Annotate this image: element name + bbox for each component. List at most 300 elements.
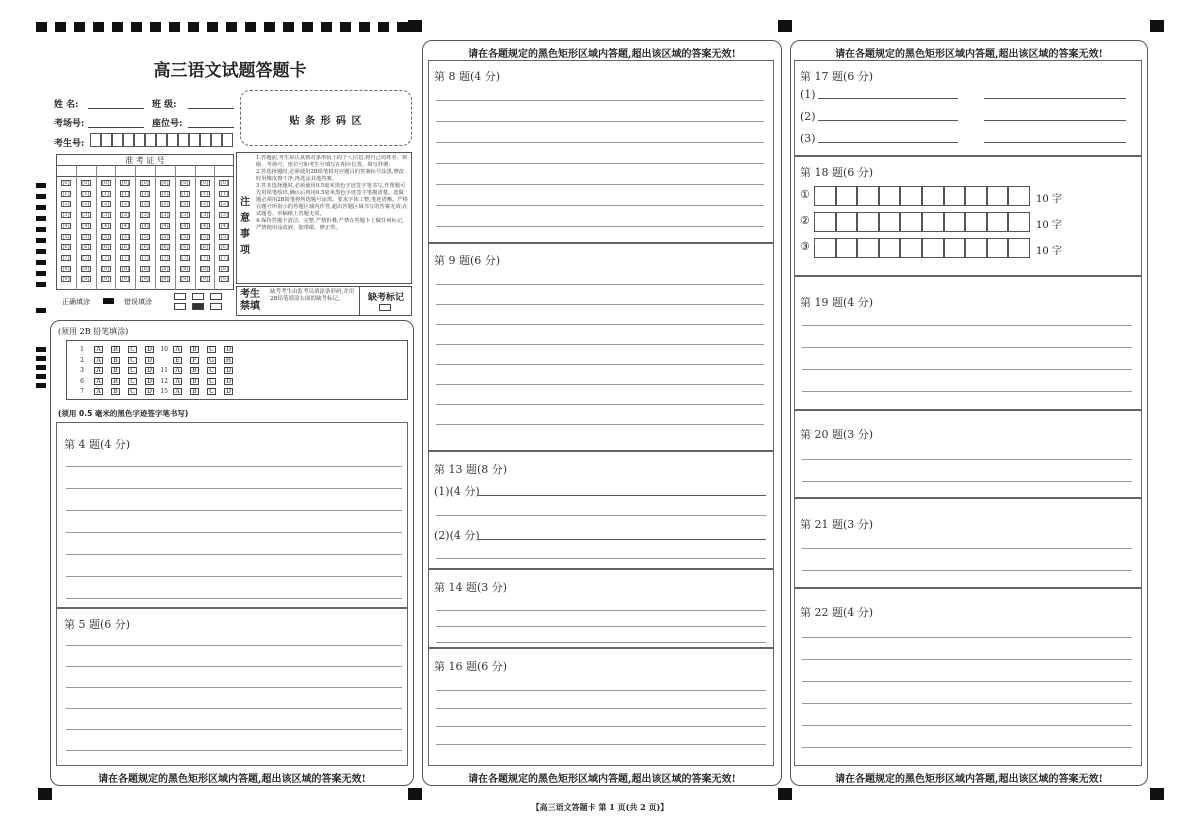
mc-question-number: 1 <box>80 346 84 353</box>
digit-bubble[interactable]: [2] <box>121 201 129 208</box>
mc-option[interactable]: G <box>207 357 216 364</box>
digit-bubble[interactable]: [1] <box>181 190 189 197</box>
question-9-box[interactable] <box>428 243 774 451</box>
question-14-title: 第 14 题(3 分) <box>434 581 508 594</box>
digit-bubble[interactable]: [0] <box>121 180 129 186</box>
answer-line <box>802 481 1132 482</box>
answer-line <box>436 344 764 345</box>
question-19-title: 第 19 题(4 分) <box>800 296 874 309</box>
q18-char-cell[interactable] <box>836 186 858 206</box>
digit-bubble[interactable]: [3] <box>161 212 169 219</box>
digit-bubble[interactable]: [5] <box>161 233 169 240</box>
answer-line <box>802 391 1132 392</box>
digit-bubble[interactable]: [0] <box>201 180 209 186</box>
answer-line <box>66 708 402 709</box>
question-8-box[interactable] <box>428 60 774 243</box>
answer-line <box>66 576 402 577</box>
digit-bubble[interactable]: [5] <box>201 233 209 240</box>
answer-line <box>436 121 764 122</box>
digit-bubble[interactable]: [4] <box>62 222 70 229</box>
mc-option[interactable]: B <box>190 346 199 353</box>
question-4-title: 第 4 题(4 分) <box>64 438 131 451</box>
answer-line <box>436 626 766 627</box>
exam-no-box[interactable] <box>134 133 145 147</box>
digit-bubble[interactable]: [3] <box>220 212 228 219</box>
q18-char-cell[interactable] <box>965 212 987 232</box>
question-20-box[interactable] <box>794 410 1142 498</box>
digit-bubble[interactable]: [8] <box>201 265 209 272</box>
mc-option[interactable]: C <box>128 357 137 364</box>
mc-option[interactable]: E <box>173 357 182 364</box>
answer-line <box>436 690 766 691</box>
divider <box>195 165 196 290</box>
answer-line <box>984 142 1126 143</box>
digit-bubble[interactable]: [2] <box>102 201 110 208</box>
mc-option[interactable]: A <box>173 388 182 395</box>
mc-option[interactable]: B <box>111 346 120 353</box>
digit-bubble[interactable]: [9] <box>220 276 228 283</box>
q18-char-cell[interactable] <box>836 238 858 258</box>
mc-option[interactable]: C <box>207 367 216 374</box>
seat-field[interactable] <box>188 127 234 128</box>
corner-mark <box>778 788 792 800</box>
mc-option[interactable]: C <box>128 388 137 395</box>
digit-bubble[interactable]: [2] <box>220 201 228 208</box>
digit-bubble[interactable]: [0] <box>141 180 149 186</box>
digit-bubble[interactable]: [6] <box>121 244 129 251</box>
digit-bubble[interactable]: [6] <box>102 244 110 251</box>
answer-line <box>436 324 764 325</box>
digit-bubble[interactable]: [3] <box>102 212 110 219</box>
mc-option[interactable]: A <box>94 378 103 385</box>
answer-line <box>802 459 1132 460</box>
exam-no-box[interactable] <box>112 133 123 147</box>
notes-label-char: 意 <box>240 213 250 224</box>
answer-line <box>436 364 764 365</box>
exam-no-label: 考生号: <box>54 139 85 149</box>
mc-question-number: 11 <box>160 367 168 374</box>
answer-line <box>66 532 402 533</box>
room-label: 考场号: <box>54 119 85 129</box>
q18-char-cell[interactable] <box>879 186 901 206</box>
q18-char-cell[interactable] <box>857 238 879 258</box>
timing-mark <box>36 271 46 276</box>
mc-option[interactable]: D <box>145 357 154 364</box>
mc-question-number: 2 <box>80 356 84 364</box>
digit-bubble[interactable]: [8] <box>181 265 189 272</box>
answer-line <box>818 120 958 121</box>
digit-bubble[interactable]: [2] <box>181 201 189 208</box>
timing-mark <box>36 282 46 287</box>
q18-char-cell[interactable] <box>965 186 987 206</box>
mc-option[interactable]: D <box>145 388 154 395</box>
digit-bubble[interactable]: [6] <box>220 244 228 251</box>
digit-bubble[interactable]: [7] <box>161 254 169 261</box>
forbidden-text: 缺考考生由监考员填涂条形码,并用2B铅笔填涂右面的缺考标记。 <box>270 289 355 302</box>
question-13-title: 第 13 题(8 分) <box>434 463 508 476</box>
mc-option[interactable]: A <box>173 378 182 385</box>
answer-line <box>818 98 958 99</box>
divider <box>56 176 234 177</box>
timing-mark <box>36 205 46 210</box>
digit-bubble[interactable]: [4] <box>102 222 110 229</box>
digit-bubble[interactable]: [3] <box>62 212 70 219</box>
divider <box>135 165 136 290</box>
answer-line <box>478 495 766 496</box>
q18-char-cell[interactable] <box>857 186 879 206</box>
digit-bubble[interactable]: [3] <box>181 212 189 219</box>
answer-line <box>66 645 402 646</box>
mc-option[interactable]: F <box>190 357 199 364</box>
mc-option[interactable]: B <box>190 388 199 395</box>
digit-bubble[interactable]: [5] <box>220 233 228 240</box>
q18-char-cell[interactable] <box>814 238 836 258</box>
admission-header: 准 考 证 号 <box>125 156 165 165</box>
answer-line <box>802 681 1132 682</box>
notice-bottom-1: 请在各题规定的黑色矩形区域内答题,超出该区域的答案无效! <box>98 774 366 785</box>
fill-correct-sample <box>103 298 114 304</box>
mc-option[interactable]: C <box>207 378 216 385</box>
digit-bubble[interactable]: [2] <box>141 201 149 208</box>
answer-line <box>66 729 402 730</box>
digit-bubble[interactable]: [3] <box>141 212 149 219</box>
answer-line <box>802 637 1132 638</box>
digit-bubble[interactable]: [8] <box>62 265 70 272</box>
timing-mark <box>36 347 46 352</box>
question-21-box[interactable] <box>794 498 1142 588</box>
digit-bubble[interactable]: [1] <box>161 190 169 197</box>
digit-bubble[interactable]: [8] <box>102 265 110 272</box>
digit-bubble[interactable]: [0] <box>181 180 189 186</box>
corner-mark <box>1150 788 1164 800</box>
timing-mark <box>36 216 46 221</box>
page-title: 高三语文试题答题卡 <box>153 61 307 81</box>
exam-no-box[interactable] <box>189 133 200 147</box>
mc-option[interactable]: C <box>207 388 216 395</box>
question-5-title: 第 5 题(6 分) <box>64 618 131 631</box>
q18-row-suffix: 10 字 <box>1036 246 1062 257</box>
digit-bubble[interactable]: [8] <box>161 265 169 272</box>
mc-option[interactable]: B <box>190 378 199 385</box>
digit-bubble[interactable]: [1] <box>102 190 110 197</box>
exam-no-box[interactable] <box>167 133 178 147</box>
answer-line <box>436 726 766 727</box>
digit-bubble[interactable]: [9] <box>161 276 169 283</box>
digit-bubble[interactable]: [5] <box>121 233 129 240</box>
mc-option[interactable]: D <box>145 378 154 385</box>
notice-top-2: 请在各题规定的黑色矩形区域内答题,超出该区域的答案无效! <box>468 49 736 60</box>
digit-bubble[interactable]: [4] <box>161 222 169 229</box>
notes-text: 1.答题前,考生须认真核对条形码上的个人信息,将自己的姓名、班级、考场号、座位号和考生号填写在相应位置。填写样例: 2.答选择题时,必须使用2B铅笔将对应题目的答案标号涂黑,修改时用橡皮擦干净,再选涂其他答案。 3.答非选择题时,必须使用0.5毫米黑色字迹签字笔书写,作图题可先用铅笔绘出,确认后再用0.5毫米黑色字迹签字笔描清楚。选做题必须用2B铅笔将所选题号涂黑。要求字体工整,笔迹清晰。严格在题号所指示的答题区域内作答,超出答题区域书写的答案无效;在试题卷、草稿纸上答题无效。 4.保持答题卡清洁、完整,严禁折叠,严禁在答题卡上做任何标记,严禁使用涂改液、胶带纸、修正带。 <box>256 155 408 231</box>
digit-bubble[interactable]: [8] <box>141 265 149 272</box>
digit-bubble[interactable]: [4] <box>201 222 209 229</box>
digit-bubble[interactable]: [6] <box>82 244 90 251</box>
digit-bubble[interactable]: [1] <box>141 190 149 197</box>
answer-line <box>478 539 766 540</box>
digit-bubble[interactable]: [1] <box>121 190 129 197</box>
mc-option[interactable]: D <box>145 346 154 353</box>
mc-option[interactable]: A <box>94 367 103 374</box>
timing-mark <box>36 249 46 254</box>
fill-wrong-samples <box>172 291 230 313</box>
answer-line <box>984 98 1126 99</box>
question-18-title: 第 18 题(6 分) <box>800 166 874 179</box>
q18-row-suffix: 10 字 <box>1036 194 1062 205</box>
answer-line <box>66 466 402 467</box>
notes-label-char: 项 <box>240 245 250 256</box>
q18-char-cell[interactable] <box>814 186 836 206</box>
notice-bottom-3: 请在各题规定的黑色矩形区域内答题,超出该区域的答案无效! <box>835 774 1103 785</box>
answer-line <box>66 598 402 599</box>
q18-char-cell[interactable] <box>987 212 1009 232</box>
q18-char-cell[interactable] <box>900 212 922 232</box>
q18-char-cell[interactable] <box>987 186 1009 206</box>
q18-row-mark: ③ <box>800 240 810 253</box>
digit-bubble[interactable]: [8] <box>121 265 129 272</box>
digit-bubble[interactable]: [6] <box>181 244 189 251</box>
exam-no-box[interactable] <box>178 133 189 147</box>
question-17-part-3: (3) <box>800 132 816 145</box>
timing-mark <box>36 194 46 199</box>
q18-char-cell[interactable] <box>987 238 1009 258</box>
q18-char-cell[interactable] <box>879 238 901 258</box>
timing-mark <box>36 238 46 243</box>
q18-char-cell[interactable] <box>879 212 901 232</box>
notes-label-char: 注 <box>240 197 250 208</box>
digit-bubble[interactable]: [0] <box>220 180 228 186</box>
pencil-note: (须用 2B 铅笔填涂) <box>58 327 129 336</box>
answer-line <box>802 369 1132 370</box>
divider <box>96 165 97 290</box>
class-field[interactable] <box>188 108 234 109</box>
question-21-title: 第 21 题(3 分) <box>800 518 874 531</box>
digit-bubble[interactable]: [3] <box>82 212 90 219</box>
mc-option[interactable]: A <box>94 357 103 364</box>
answer-line <box>436 205 764 206</box>
mc-option[interactable]: A <box>173 346 182 353</box>
mc-option[interactable]: C <box>207 346 216 353</box>
digit-bubble[interactable]: [0] <box>62 180 70 186</box>
question-22-title: 第 22 题(4 分) <box>800 606 874 619</box>
digit-bubble[interactable]: [4] <box>220 222 228 229</box>
answer-line <box>436 384 764 385</box>
answer-line <box>436 515 766 516</box>
q18-char-cell[interactable] <box>900 238 922 258</box>
q18-char-cell[interactable] <box>1008 212 1030 232</box>
digit-bubble[interactable]: [5] <box>62 233 70 240</box>
q18-char-cell[interactable] <box>922 212 944 232</box>
answer-line <box>436 100 764 101</box>
exam-no-box[interactable] <box>222 133 233 147</box>
digit-bubble[interactable]: [7] <box>201 254 209 261</box>
q18-char-cell[interactable] <box>965 238 987 258</box>
digit-bubble[interactable]: [2] <box>82 201 90 208</box>
digit-bubble[interactable]: [7] <box>82 254 90 261</box>
mc-question-number: 12 <box>160 377 168 385</box>
answer-line <box>66 750 402 751</box>
corner-mark <box>408 788 422 800</box>
digit-bubble[interactable]: [7] <box>181 254 189 261</box>
q18-char-cell[interactable] <box>1008 186 1030 206</box>
exam-no-box[interactable] <box>211 133 222 147</box>
mc-option[interactable]: A <box>94 346 103 353</box>
answer-line <box>436 404 764 405</box>
q18-char-cell[interactable] <box>922 186 944 206</box>
mc-option[interactable]: D <box>145 367 154 374</box>
digit-bubble[interactable]: [4] <box>121 222 129 229</box>
digit-bubble[interactable]: [3] <box>121 212 129 219</box>
q18-char-cell[interactable] <box>944 186 966 206</box>
divider <box>214 165 215 290</box>
mc-option[interactable]: B <box>111 367 120 374</box>
mc-option[interactable]: B <box>111 388 120 395</box>
digit-bubble[interactable]: [7] <box>141 254 149 261</box>
digit-bubble[interactable]: [8] <box>82 265 90 272</box>
digit-bubble[interactable]: [9] <box>82 276 90 283</box>
digit-bubble[interactable]: [7] <box>102 254 110 261</box>
digit-bubble[interactable]: [6] <box>62 244 70 251</box>
q18-row-mark: ② <box>800 214 810 227</box>
digit-bubble[interactable]: [2] <box>161 201 169 208</box>
question-17-part-2: (2) <box>800 110 816 123</box>
digit-bubble[interactable]: [6] <box>141 244 149 251</box>
mc-option[interactable]: D <box>224 378 233 385</box>
q18-char-cell[interactable] <box>900 186 922 206</box>
answer-line <box>984 120 1126 121</box>
timing-mark <box>36 383 46 388</box>
page-footer: 【高三语文答题卡 第 1 页(共 2 页)】 <box>531 802 669 812</box>
q18-row-mark: ① <box>800 188 810 201</box>
corner-mark <box>38 788 52 800</box>
mc-option[interactable]: C <box>128 367 137 374</box>
answer-line <box>66 554 402 555</box>
timing-mark <box>36 365 46 370</box>
timing-mark <box>36 260 46 265</box>
top-timing-marks <box>36 22 416 32</box>
exam-no-box[interactable] <box>90 133 101 147</box>
digit-bubble[interactable]: [0] <box>82 180 90 186</box>
digit-bubble[interactable]: [5] <box>82 233 90 240</box>
mc-option[interactable]: A <box>173 367 182 374</box>
digit-bubble[interactable]: [9] <box>121 276 129 283</box>
mc-option[interactable]: H <box>225 356 232 364</box>
answer-line <box>802 725 1132 726</box>
absent-label: 缺考标记 <box>367 293 404 303</box>
digit-bubble[interactable]: [4] <box>82 222 90 229</box>
divider <box>155 165 156 290</box>
digit-bubble[interactable]: [7] <box>62 254 70 261</box>
digit-bubble[interactable]: [8] <box>220 265 228 272</box>
divider <box>175 165 176 290</box>
mc-option[interactable]: D <box>224 346 233 353</box>
answer-line <box>66 488 402 489</box>
digit-bubble[interactable]: [5] <box>141 233 149 240</box>
digit-bubble[interactable]: [7] <box>121 254 129 261</box>
digit-bubble[interactable]: [9] <box>102 276 110 283</box>
digit-bubble[interactable]: [1] <box>82 190 90 197</box>
timing-mark <box>36 227 46 232</box>
notes-label-char: 事 <box>240 229 250 240</box>
class-label: 班 级: <box>152 100 177 110</box>
mc-option[interactable]: D <box>224 367 233 374</box>
mc-option[interactable]: C <box>128 378 137 385</box>
digit-bubble[interactable]: [4] <box>181 222 189 229</box>
digit-bubble[interactable]: [0] <box>161 180 169 186</box>
exam-no-box[interactable] <box>123 133 134 147</box>
mc-option[interactable]: D <box>224 388 233 395</box>
digit-bubble[interactable]: [3] <box>201 212 209 219</box>
digit-bubble[interactable]: [5] <box>102 233 110 240</box>
exam-no-box[interactable] <box>101 133 112 147</box>
digit-bubble[interactable]: [2] <box>201 201 209 208</box>
digit-bubble[interactable]: [1] <box>62 190 70 197</box>
mc-option[interactable]: B <box>111 357 120 364</box>
q18-char-cell[interactable] <box>922 238 944 258</box>
digit-bubble[interactable]: [1] <box>201 190 209 197</box>
answer-line <box>66 510 402 511</box>
answer-line <box>436 184 764 185</box>
digit-bubble[interactable]: [7] <box>220 254 228 261</box>
forbidden-label: 考生禁填 <box>240 289 260 312</box>
exam-no-box[interactable] <box>156 133 167 147</box>
question-16-title: 第 16 题(6 分) <box>434 660 508 673</box>
digit-bubble[interactable]: [9] <box>181 276 189 283</box>
digit-bubble[interactable]: [1] <box>220 190 228 197</box>
timing-mark <box>36 183 46 188</box>
digit-bubble[interactable]: [5] <box>181 233 189 240</box>
q18-char-cell[interactable] <box>1008 238 1030 258</box>
digit-bubble[interactable]: [6] <box>201 244 209 251</box>
q18-row-suffix: 10 字 <box>1036 220 1062 231</box>
answer-line <box>802 747 1132 748</box>
mc-question-number: 6 <box>80 377 84 385</box>
mc-option[interactable]: A <box>94 388 103 395</box>
q18-char-cell[interactable] <box>944 238 966 258</box>
answer-line <box>66 687 402 688</box>
digit-bubble[interactable]: [9] <box>62 276 70 283</box>
exam-no-box[interactable] <box>200 133 211 147</box>
name-field[interactable] <box>88 108 144 109</box>
room-field[interactable] <box>88 127 144 128</box>
q18-char-cell[interactable] <box>944 212 966 232</box>
timing-mark <box>36 356 46 361</box>
fill-wrong-label: 错误填涂 <box>124 298 152 306</box>
pen-note: (须用 0.5 毫米的黑色字迹签字笔书写) <box>58 409 189 418</box>
digit-bubble[interactable]: [4] <box>141 222 149 229</box>
question-9-title: 第 9 题(6 分) <box>434 254 501 267</box>
mc-option[interactable]: B <box>190 367 199 374</box>
divider <box>115 165 116 290</box>
q18-char-cell[interactable] <box>814 212 836 232</box>
digit-bubble[interactable]: [9] <box>141 276 149 283</box>
mc-option[interactable]: B <box>111 378 120 385</box>
answer-line <box>802 659 1132 660</box>
q18-char-cell[interactable] <box>857 212 879 232</box>
digit-bubble[interactable]: [0] <box>102 180 110 186</box>
digit-bubble[interactable]: [6] <box>161 244 169 251</box>
corner-mark <box>778 20 792 32</box>
timing-mark <box>36 374 46 379</box>
mc-option[interactable]: C <box>128 346 137 353</box>
q18-char-cell[interactable] <box>836 212 858 232</box>
digit-bubble[interactable]: [2] <box>62 201 70 208</box>
digit-bubble[interactable]: [9] <box>201 276 209 283</box>
exam-no-box[interactable] <box>145 133 156 147</box>
barcode-label: 贴 条 形 码 区 <box>289 116 363 127</box>
question-20-title: 第 20 题(3 分) <box>800 428 874 441</box>
answer-line <box>436 642 766 643</box>
absent-checkbox[interactable] <box>379 304 391 311</box>
